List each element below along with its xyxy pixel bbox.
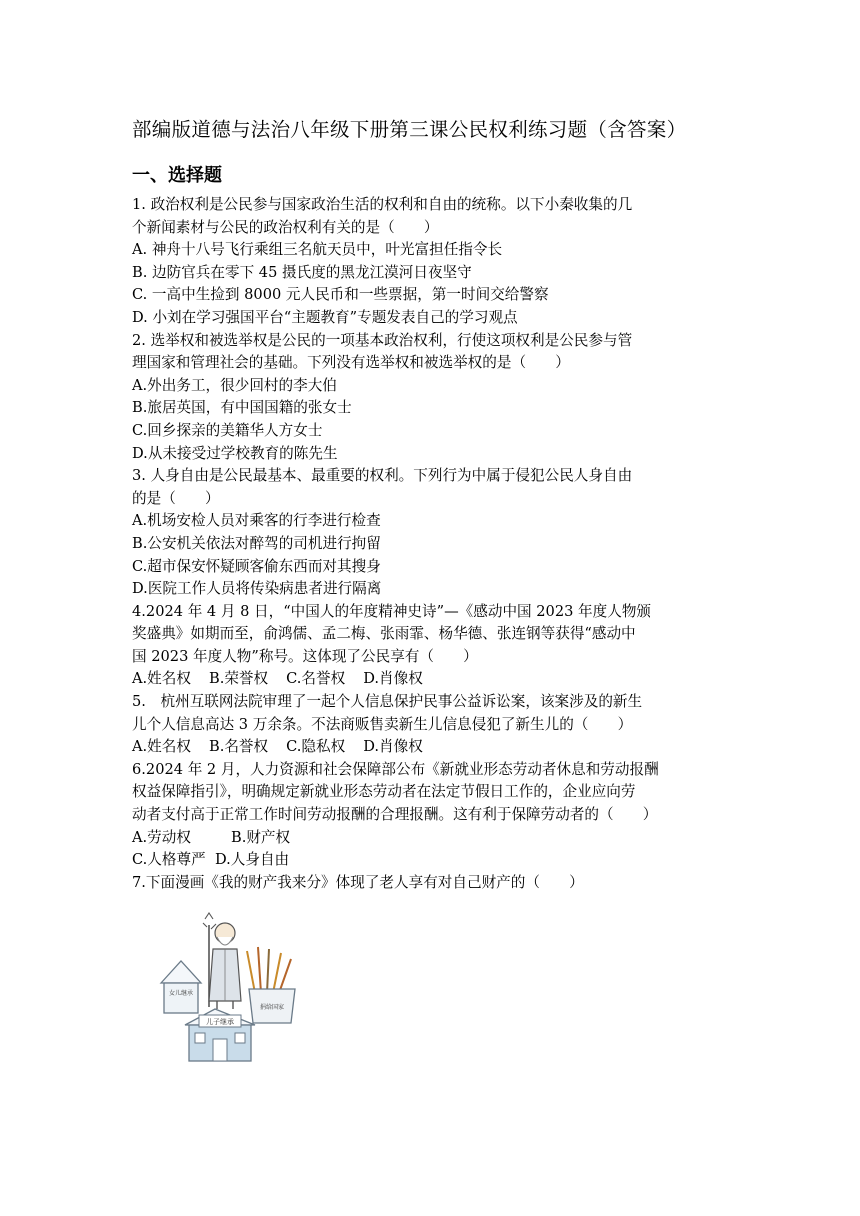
question-5-option-d: D.肖像权	[363, 738, 423, 756]
question-list	[132, 194, 732, 894]
label-daughter: 女儿继承	[168, 990, 194, 997]
question-2-option-d: D.从未接受过学校教育的陈先生	[132, 444, 338, 462]
question-4-option-a: A.姓名权	[132, 670, 191, 688]
question-6-options-row-1	[132, 827, 732, 850]
question-5-option-b: B.名誉权	[208, 738, 269, 756]
question-4-stem-line-1: 4.2024 年 4 月 8 日，“中国人的年度精神史诗”—《感动中国 2023 年度人物颁	[132, 602, 652, 620]
question-1-option-d: D. 小刘在学习强国平台“主题教育”专题发表自己的学习观点	[132, 308, 518, 326]
page-title: 部编版道德与法治八年级下册第三课公民权利练习题（含答案）	[132, 118, 687, 141]
question-3-option-b: B.公安机关依法对醉驾的司机进行拘留	[132, 534, 381, 552]
question-6-option-a: A.劳动权	[132, 828, 191, 846]
question-6-stem-line-3: 动者支付高于正常工作时间劳动报酬的合理报酬。这有利于保障劳动者的（ ）	[132, 806, 658, 824]
question-4-stem-line-3: 国 2023 年度人物”称号。这体现了公民享有（ ）	[132, 647, 478, 665]
question-4-option-b: B.荣誉权	[208, 670, 269, 688]
section-heading: 一、选择题	[132, 165, 222, 186]
house-icon-left	[161, 961, 201, 1013]
question-2-option-a: A.外出务工，很少回村的李大伯	[132, 376, 337, 394]
question-6-option-b: B.财产权	[230, 828, 291, 846]
question-3-stem-line-2: 的是（ ）	[132, 489, 220, 507]
question-2-option-c: C.回乡探亲的美籍华人方女士	[132, 421, 323, 439]
question-6-options-row-2	[132, 849, 732, 872]
question-5-option-a: A.姓名权	[132, 738, 191, 756]
question-4-stem-line-2: 奖盛典》如期而至，俞鸿儒、孟二梅、张雨霏、杨华德、张连钢等获得“感动中	[132, 625, 636, 643]
old-man-icon	[203, 913, 241, 1009]
question-6-option-d: D.人身自由	[214, 851, 290, 869]
question-6-stem-line-2: 权益保障指引》，明确规定新就业形态劳动者在法定节假日工作的，企业应向劳	[132, 783, 636, 801]
pen-jar-icon	[247, 947, 295, 1023]
question-5-options	[132, 736, 732, 759]
question-3-option-c: C.超市保安怀疑顾客偷东西而对其搜身	[132, 557, 381, 575]
question-1-stem-line-1: 1. 政治权利是公民参与国家政治生活的权利和自由的统称。以下小秦收集的几	[132, 196, 633, 213]
question-4-options	[132, 668, 732, 691]
house-icon-center	[185, 1009, 255, 1061]
comic-illustration	[155, 905, 305, 1065]
question-6-stem-line-1: 6.2024 年 2 月，人力资源和社会保障部公布《新就业形态劳动者休息和劳动报酬	[132, 760, 659, 778]
question-3-option-a: A.机场安检人员对乘客的行李进行检查	[132, 512, 381, 530]
question-7-stem-line-1: 7.下面漫画《我的财产我来分》体现了老人享有对自己财产的（ ）	[132, 873, 584, 891]
question-2-option-b: B.旅居英国，有中国国籍的张女士	[132, 399, 352, 417]
question-4-option-c: C.名誉权	[286, 670, 346, 688]
question-1-option-b: B. 边防官兵在零下 45 摄氏度的黑龙江漠河日夜坚守	[132, 263, 472, 281]
question-6-option-c: C.人格尊严	[132, 851, 206, 869]
label-son: 儿子继承	[206, 1018, 234, 1026]
question-5-option-c: C.隐私权	[286, 738, 346, 756]
question-1-stem-line-2: 个新闻素材与公民的政治权利有关的是（ ）	[132, 218, 439, 236]
question-4-option-d: D.肖像权	[363, 670, 423, 688]
question-3-option-d: D.医院工作人员将传染病患者进行隔离	[132, 580, 382, 598]
question-2-stem-line-1: 2. 选举权和被选举权是公民的一项基本政治权利，行使这项权利是公民参与管	[132, 331, 633, 349]
question-1-option-c: C. 一高中生捡到 8000 元人民币和一些票据，第一时间交给警察	[132, 286, 549, 304]
question-3-stem-line-1: 3. 人身自由是公民最基本、最重要的权利。下列行为中属于侵犯公民人身自由	[132, 467, 633, 485]
question-2-stem-line-2: 理国家和管理社会的基础。下列没有选举权和被选举权的是（ ）	[132, 354, 570, 372]
question-1-option-a: A. 神舟十八号飞行乘组三名航天员中，叶光富担任指令长	[132, 241, 503, 259]
question-5-stem-line-1: 5. 杭州互联网法院审理了一起个人信息保护民事公益诉讼案，该案涉及的新生	[132, 693, 643, 711]
label-donate: 捐给国家	[259, 1004, 285, 1011]
question-5-stem-line-2: 儿个人信息高达 3 万余条。不法商贩售卖新生儿信息侵犯了新生儿的（ ）	[132, 715, 633, 733]
